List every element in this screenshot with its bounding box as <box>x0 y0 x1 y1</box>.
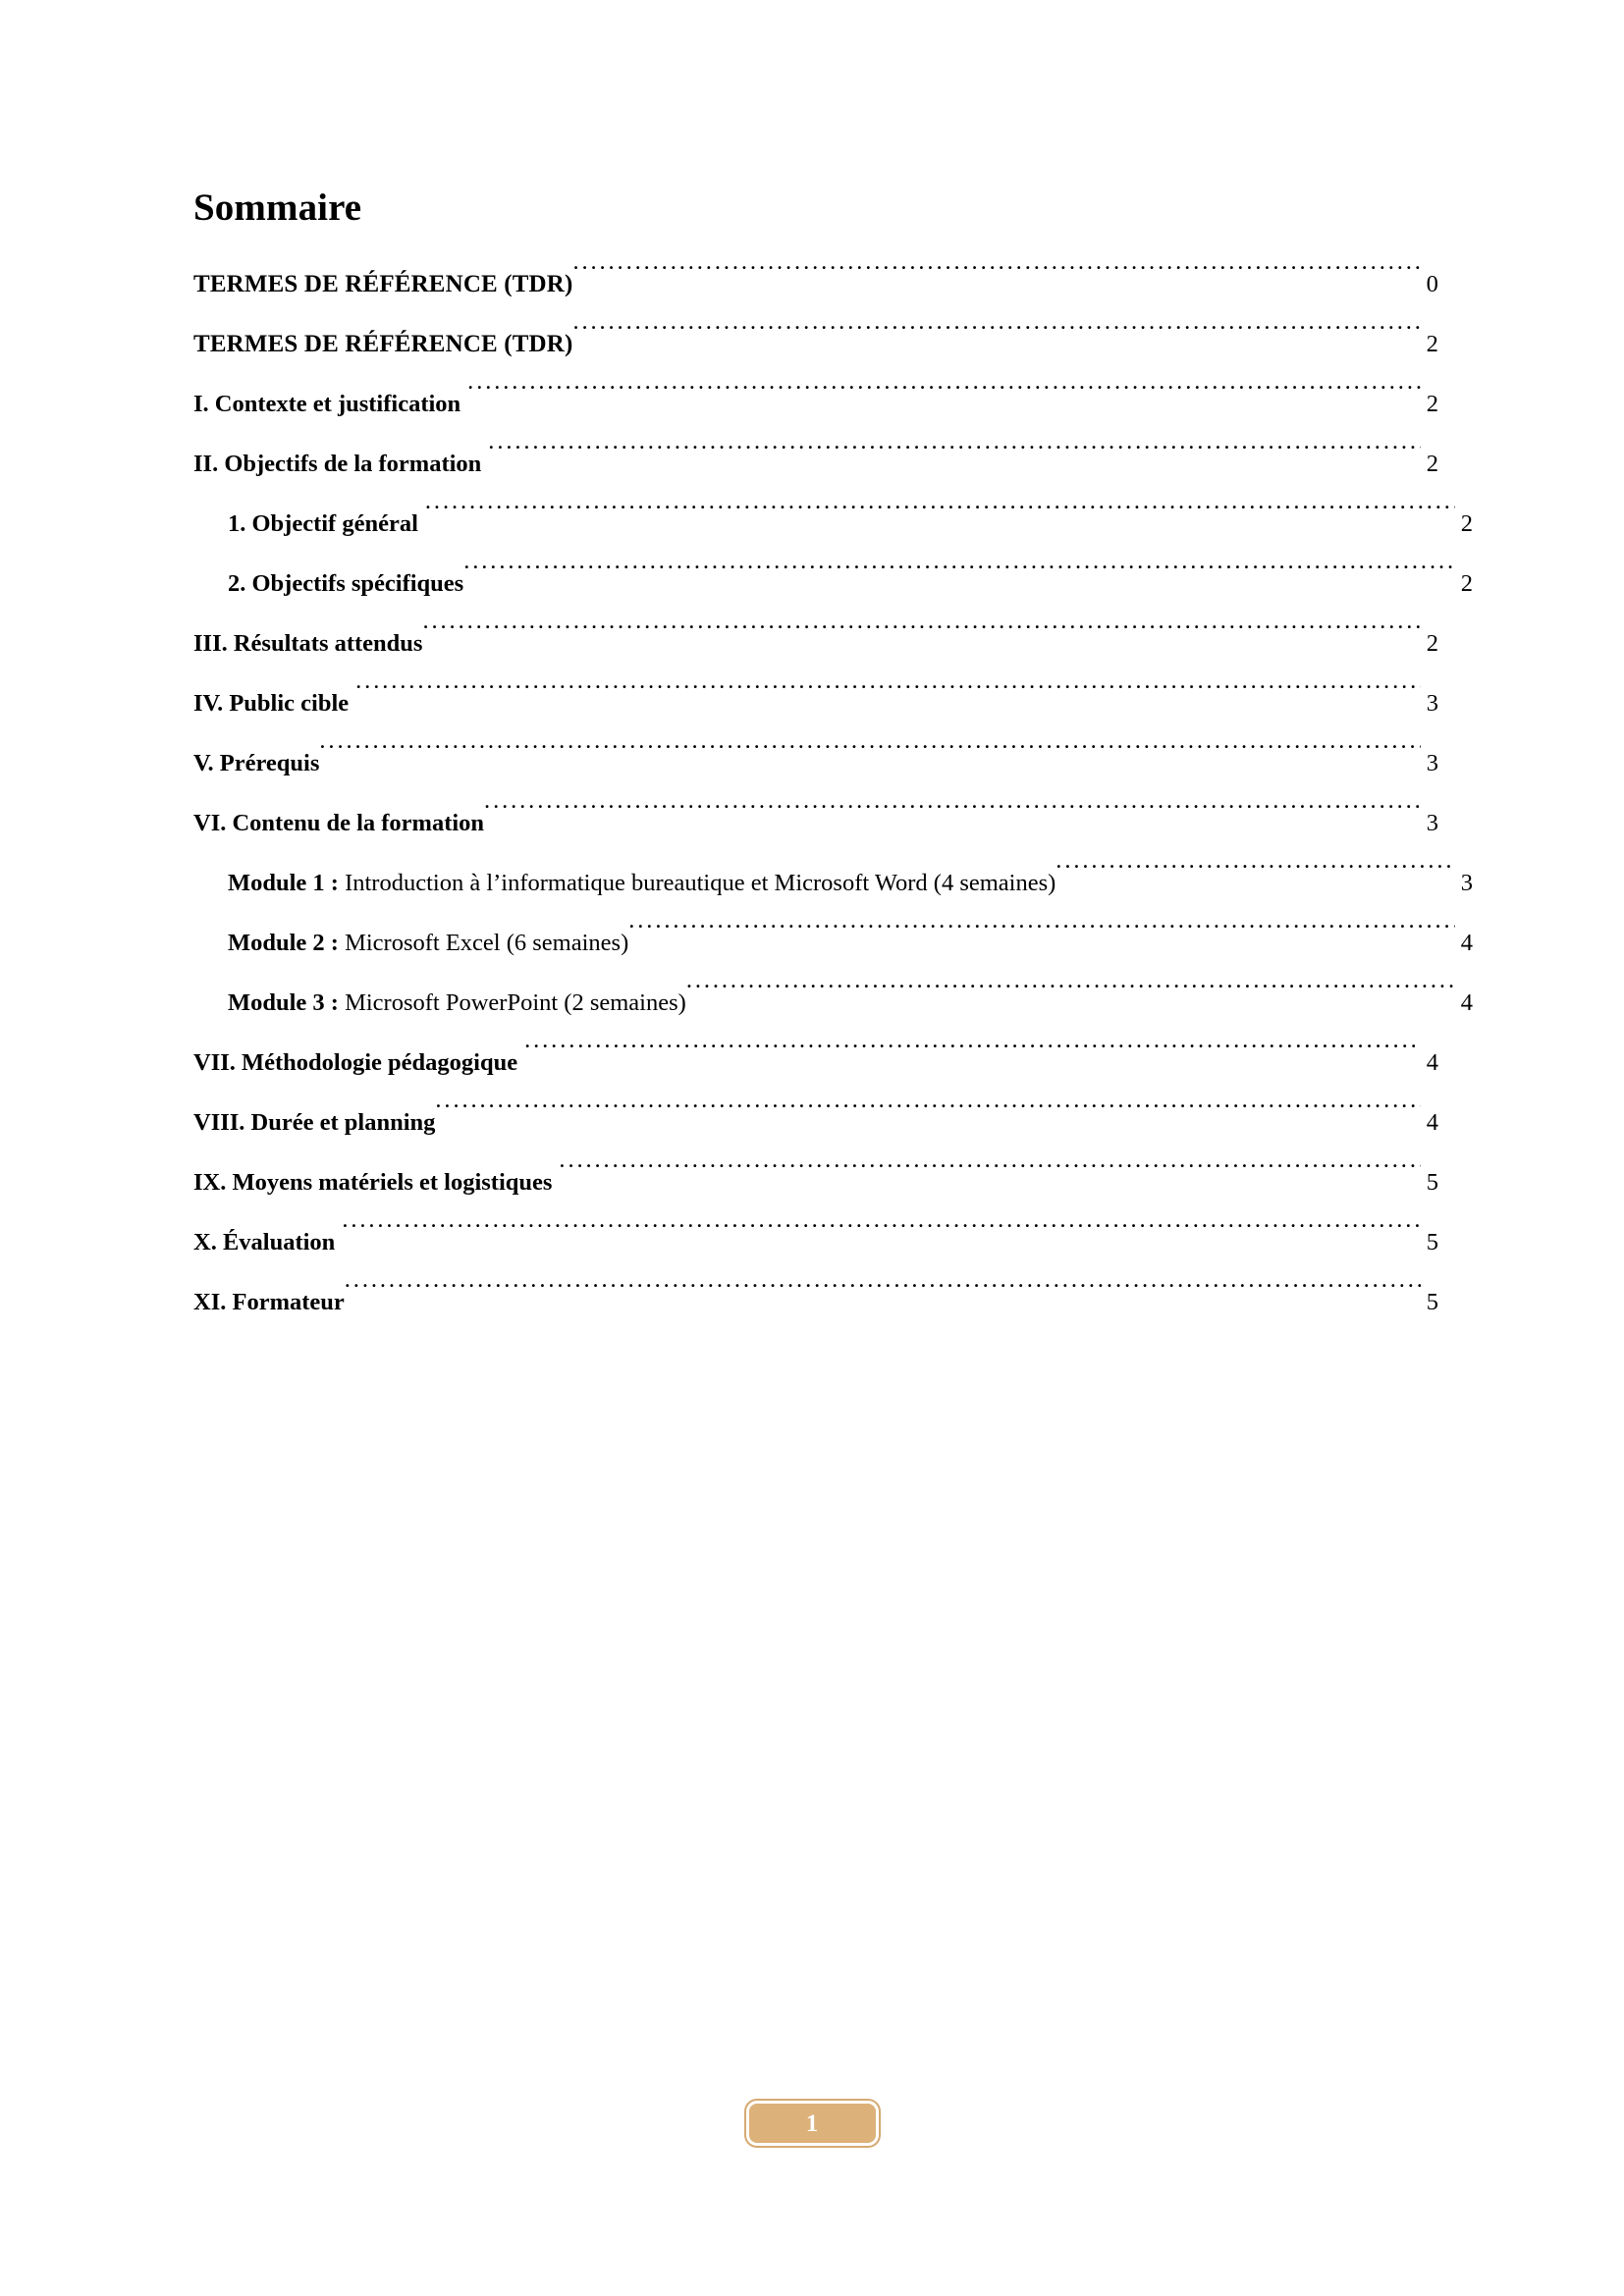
toc-entry-label: X. Évaluation <box>193 1228 336 1255</box>
toc-entry-description: Introduction à l’informatique bureautique et Microsoft Word (4 semaines) <box>345 869 1056 896</box>
toc-entry-page-number: 2 <box>1426 450 1438 477</box>
toc-entry-page-number: 3 <box>1426 749 1438 776</box>
page-number-footer <box>0 2101 1624 2146</box>
toc-entry[interactable] <box>193 1250 1438 1315</box>
toc-entry-page-number: 3 <box>1460 869 1473 896</box>
toc-entry-label: VI. Contenu de la formation <box>193 809 485 836</box>
toc-entry-page-number: 3 <box>1426 809 1438 836</box>
toc-entry-label: 2. Objectifs spécifiques <box>228 569 464 597</box>
toc-dot-leader <box>342 1190 1421 1250</box>
toc-dot-leader <box>425 471 1455 531</box>
toc-entry-label: VII. Méthodologie pédagogique <box>193 1048 518 1076</box>
toc-entry-label: I. Contexte et justification <box>193 390 461 417</box>
toc-entry-label: V. Prérequis <box>193 749 320 776</box>
toc-entry-page-number: 2 <box>1460 569 1473 597</box>
toc-entry-page-number: 5 <box>1426 1288 1438 1315</box>
toc-dot-leader <box>686 950 1455 1010</box>
toc-entry-page-number: 5 <box>1426 1168 1438 1196</box>
toc-dot-leader <box>345 1250 1421 1309</box>
toc-entry-label: 1. Objectif général <box>228 509 418 537</box>
toc-entry-page-number: 2 <box>1426 629 1438 657</box>
page-title: Sommaire <box>193 187 362 229</box>
page-number-value: 1 <box>805 2109 819 2137</box>
toc-entry-page-number: 2 <box>1460 509 1473 537</box>
toc-entry-label: III. Résultats attendus <box>193 629 423 657</box>
toc-entry-label: TERMES DE RÉFÉRENCE (TDR) <box>193 330 573 357</box>
toc-entry-description: Microsoft Excel (6 semaines) <box>345 929 629 956</box>
toc-dot-leader <box>524 1010 1421 1070</box>
toc-dot-leader <box>1056 830 1455 890</box>
toc-entry-label: VIII. Durée et planning <box>193 1108 436 1136</box>
toc-entry-label: IX. Moyens matériels et logistiques <box>193 1168 553 1196</box>
toc-entry-label: Module 1 : Introduction à l’informatique bureautique et Microsoft Word (4 semaines) <box>228 869 1056 896</box>
toc-container <box>193 187 1473 1315</box>
toc-entry[interactable] <box>193 651 1438 717</box>
toc-dot-leader <box>463 531 1455 591</box>
toc-dot-leader <box>467 351 1421 411</box>
toc-dot-leader <box>559 1130 1421 1190</box>
toc-dot-leader <box>435 1070 1421 1130</box>
toc-entry-label: Module 2 : Microsoft Excel (6 semaines) <box>228 929 629 956</box>
toc-dot-leader <box>488 411 1421 471</box>
toc-entry-label: IV. Public cible <box>193 689 350 717</box>
toc-entry-label: XI. Formateur <box>193 1288 345 1315</box>
toc-dot-leader <box>319 711 1421 771</box>
page-number-badge <box>746 2101 879 2146</box>
toc-entry-page-number: 4 <box>1460 929 1473 956</box>
toc-dot-leader <box>572 292 1421 351</box>
toc-entry-label: II. Objectifs de la formation <box>193 450 482 477</box>
toc-entry-page-number: 2 <box>1426 330 1438 357</box>
toc-dot-leader <box>484 771 1421 830</box>
toc-dot-leader <box>355 651 1421 711</box>
toc-entry-page-number: 2 <box>1426 390 1438 417</box>
toc-entry-page-number: 4 <box>1426 1108 1438 1136</box>
toc-entry-page-number: 4 <box>1426 1048 1438 1076</box>
toc-entry-description: Microsoft PowerPoint (2 semaines) <box>345 988 686 1016</box>
toc-entry[interactable] <box>193 1190 1438 1255</box>
toc-entry-page-number: 3 <box>1426 689 1438 717</box>
toc-entry[interactable] <box>193 711 1438 776</box>
toc-entry[interactable] <box>193 232 1438 297</box>
toc-dot-leader <box>628 890 1455 950</box>
toc-entry-label: Module 3 : Microsoft PowerPoint (2 semaines) <box>228 988 686 1016</box>
table-of-contents <box>193 232 1473 1315</box>
toc-dot-leader <box>572 232 1421 292</box>
toc-entry-page-number: 4 <box>1460 988 1473 1016</box>
toc-entry-label: TERMES DE RÉFÉRENCE (TDR) <box>193 270 573 297</box>
toc-entry-page-number: 0 <box>1426 270 1438 297</box>
toc-entry[interactable] <box>193 771 1438 836</box>
toc-entry-page-number: 5 <box>1426 1228 1438 1255</box>
toc-dot-leader <box>422 591 1421 651</box>
